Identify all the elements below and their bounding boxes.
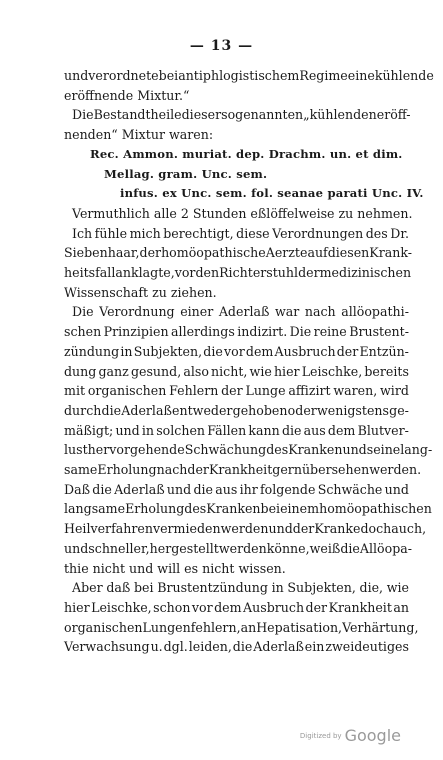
text-line: Aber daß bei Brustentzündung in Subjekten, die, wie xyxy=(72,580,409,596)
page-number: — 13 — xyxy=(189,38,254,54)
text-line: mit organischen Fehlern der Lunge affizirt waren, wird xyxy=(64,383,409,399)
google-logo: Google xyxy=(344,726,401,745)
text-line: infus. ex Unc. sem. fol. seanae parati Unc. IV. xyxy=(120,186,424,201)
text-line: organischen Lungenfehlern, an Hepatisation, Verhärtung, xyxy=(64,619,419,635)
text-line: Wissenschaft zu ziehen. xyxy=(64,284,217,300)
text-line: eröffnende Mixtur.“ xyxy=(64,87,190,103)
text-line: dung ganz gesund, also nicht, wie hier Leischke, bereits xyxy=(64,363,409,379)
text-line: Verwachsung u. dgl. leiden, die Aderlaß ein zweideutiges xyxy=(64,639,409,655)
text-line: Mellag. gram. Unc. sem. xyxy=(104,166,268,181)
text-line: Die Bestandtheile dieser sogenannten „kühlenden eröff- xyxy=(72,107,411,123)
text-line: Siebenhaar, der homöopathische Aerzte auf diesen Krank- xyxy=(64,245,413,261)
text-line: lust hervorgehende Schwächung des Kranken und seine lang- xyxy=(64,442,433,458)
text-line: Ich fühle mich berechtigt, diese Verordnungen des Dr. xyxy=(72,225,409,241)
text-line: Die Verordnung einer Aderlaß war nach allöopathi- xyxy=(72,304,409,320)
text-line: langsame Erholung des Kranken bei einem homöopathischen xyxy=(64,501,432,517)
body-text xyxy=(64,66,434,657)
text-line: schen Prinzipien allerdings indizirt. Die reine Brustent- xyxy=(64,324,409,340)
text-line: Daß die Aderlaß und die aus ihr folgende Schwäche und xyxy=(64,481,409,497)
text-line: mäßigt; und in solchen Fällen kann die aus dem Blutver- xyxy=(64,422,409,438)
text-line: Heilverfahren vermieden werden und der Kranke doch auch, xyxy=(64,521,427,537)
text-line: heitsfall anklagte, vor den Richterstuhl der medizinischen xyxy=(64,265,412,281)
text-line: thie nicht und will es nicht wissen. xyxy=(64,560,286,576)
text-line: zündung in Subjekten, die vor dem Ausbruch der Entzün- xyxy=(64,343,409,359)
digitized-label: Digitized by xyxy=(299,731,342,740)
text-line: durch die Aderlaß entweder gehoben oder wenigstens ge- xyxy=(64,402,409,418)
text-line: Vermuthlich alle 2 Stunden eßlöffelweise zu nehmen. xyxy=(72,205,413,221)
text-line: same Erholung nach der Krankheit gern übersehen werden. xyxy=(64,462,422,478)
text-line: nenden“ Mixtur waren: xyxy=(64,127,214,143)
text-line: Rec. Ammon. muriat. dep. Drachm. un. et dim. xyxy=(90,146,403,161)
text-line: hier Leischke, schon vor dem Ausbruch der Krankheit an xyxy=(64,599,409,615)
text-line: und schneller, hergestellt werden könne, weiß die Allöopa- xyxy=(64,540,413,556)
digitized-by-google-watermark xyxy=(300,725,401,745)
text-line: und verordnete bei antiphlogistischem Regime eine kühlende xyxy=(64,68,434,83)
